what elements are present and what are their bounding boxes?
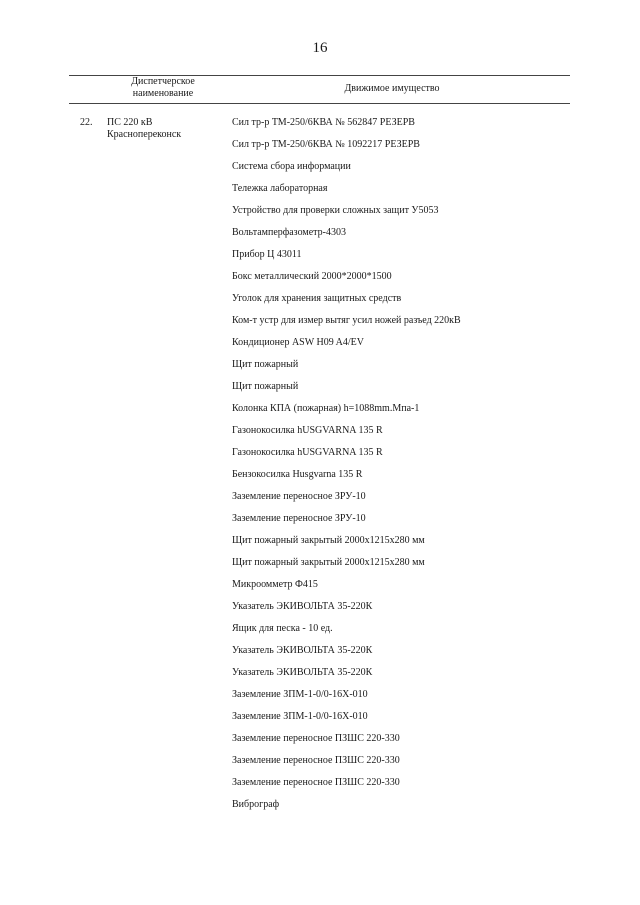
asset-item: Щит пожарный закрытый 2000х1215х280 мм <box>232 535 425 546</box>
asset-item: Бензокосилка Husgvarna 135 R <box>232 469 363 480</box>
asset-item: Прибор Ц 43011 <box>232 249 302 260</box>
asset-item: Ящик для песка - 10 ед. <box>232 623 333 634</box>
asset-list <box>232 117 562 821</box>
asset-item: Газонокосилка hUSGVARNA 135 R <box>232 447 383 458</box>
page-number: 16 <box>312 40 328 56</box>
asset-item: Заземление переносное ЗРУ-10 <box>232 491 366 502</box>
row-dispatch-name: ПС 220 кВ Краснопереконск <box>107 117 182 140</box>
asset-item: Устройство для проверки сложных защит У5053 <box>232 205 439 216</box>
asset-item: Заземление ЗПМ-1-0/0-16Х-010 <box>232 689 368 700</box>
asset-item: Газонокосилка hUSGVARNA 135 R <box>232 425 383 436</box>
row-number: 22. <box>80 117 93 128</box>
asset-item: Бокс металлический 2000*2000*1500 <box>232 271 392 282</box>
asset-item: Виброграф <box>232 799 280 810</box>
asset-item: Ком-т устр для измер вытяг усил ножей разъед 220кВ <box>232 315 461 326</box>
asset-item: Щит пожарный <box>232 381 299 392</box>
asset-item: Заземление переносное ЗРУ-10 <box>232 513 366 524</box>
asset-item: Указатель ЭКИВОЛЬТА 35-220К <box>232 601 373 612</box>
column-header-movable-property: Движимое имущество <box>344 83 440 94</box>
asset-item: Указатель ЭКИВОЛЬТА 35-220К <box>232 667 373 678</box>
asset-item: Заземление переносное ПЗШС 220-330 <box>232 777 400 788</box>
asset-item: Указатель ЭКИВОЛЬТА 35-220К <box>232 645 373 656</box>
asset-item: Система сбора информации <box>232 161 351 172</box>
asset-item: Щит пожарный <box>232 359 299 370</box>
asset-item: Микроомметр Ф415 <box>232 579 318 590</box>
asset-item: Тележка лабораторная <box>232 183 328 194</box>
asset-item: Вольтамперфазометр-4303 <box>232 227 346 238</box>
asset-item: Заземление переносное ПЗШС 220-330 <box>232 755 400 766</box>
asset-item: Щит пожарный закрытый 2000х1215х280 мм <box>232 557 425 568</box>
table-header-bottom-rule <box>69 103 570 104</box>
asset-item: Уголок для хранения защитных средств <box>232 293 402 304</box>
asset-item: Кондиционер ASW H09 A4/EV <box>232 337 364 348</box>
asset-item: Заземление ЗПМ-1-0/0-16Х-010 <box>232 711 368 722</box>
asset-item: Заземление переносное ПЗШС 220-330 <box>232 733 400 744</box>
asset-item: Колонка КПА (пожарная) h=1088mm.Mпа-1 <box>232 403 420 414</box>
asset-item: Сил тр-р ТМ-250/6КВА № 1092217 РЕЗЕРВ <box>232 139 420 150</box>
column-header-dispatch-name: Диспетчерское наименование <box>131 76 195 99</box>
asset-item: Сил тр-р ТМ-250/6КВА № 562847 РЕЗЕРВ <box>232 117 415 128</box>
